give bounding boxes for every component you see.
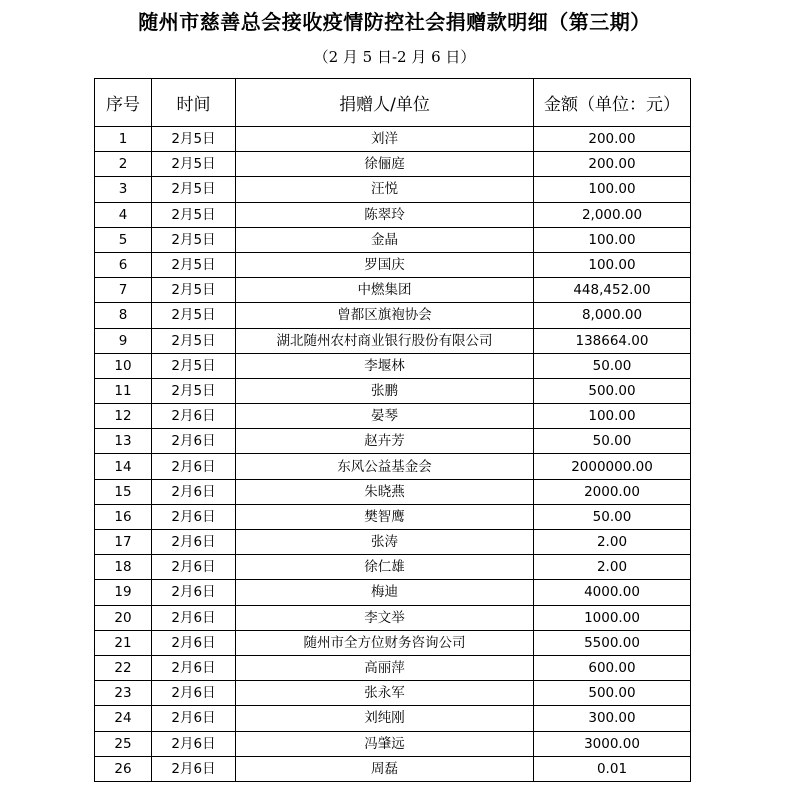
cell-date: 2月6日	[152, 555, 236, 580]
cell-amount: 2000.00	[534, 479, 691, 504]
cell-date: 2月6日	[152, 605, 236, 630]
cell-donor: 周磊	[236, 756, 534, 781]
table-row	[95, 681, 691, 706]
cell-donor: 湖北随州农村商业银行股份有限公司	[236, 328, 534, 353]
donation-table	[94, 78, 691, 782]
cell-date: 2月5日	[152, 353, 236, 378]
cell-date: 2月6日	[152, 731, 236, 756]
cell-no: 9	[95, 328, 152, 353]
cell-no: 17	[95, 530, 152, 555]
table-row	[95, 504, 691, 529]
cell-date: 2月5日	[152, 202, 236, 227]
cell-donor: 张鹏	[236, 378, 534, 403]
table-row	[95, 630, 691, 655]
cell-amount: 50.00	[534, 353, 691, 378]
table-row	[95, 731, 691, 756]
table-row	[95, 303, 691, 328]
cell-amount: 50.00	[534, 504, 691, 529]
table-row	[95, 202, 691, 227]
cell-amount: 200.00	[534, 152, 691, 177]
cell-no: 15	[95, 479, 152, 504]
cell-date: 2月5日	[152, 252, 236, 277]
table-row	[95, 706, 691, 731]
cell-amount: 2.00	[534, 530, 691, 555]
cell-no: 14	[95, 454, 152, 479]
cell-date: 2月6日	[152, 630, 236, 655]
cell-amount: 100.00	[534, 404, 691, 429]
table-row	[95, 127, 691, 152]
cell-no: 26	[95, 756, 152, 781]
cell-amount: 100.00	[534, 177, 691, 202]
cell-date: 2月5日	[152, 278, 236, 303]
table-row	[95, 479, 691, 504]
cell-donor: 梅迪	[236, 580, 534, 605]
cell-date: 2月6日	[152, 504, 236, 529]
cell-donor: 樊智鹰	[236, 504, 534, 529]
table-row	[95, 177, 691, 202]
cell-no: 11	[95, 378, 152, 403]
cell-no: 10	[95, 353, 152, 378]
cell-donor: 中燃集团	[236, 278, 534, 303]
cell-date: 2月5日	[152, 152, 236, 177]
cell-amount: 100.00	[534, 227, 691, 252]
cell-no: 21	[95, 630, 152, 655]
header-amount: 金额（单位：元）	[534, 79, 691, 127]
cell-date: 2月5日	[152, 227, 236, 252]
table-row	[95, 404, 691, 429]
cell-amount: 300.00	[534, 706, 691, 731]
cell-donor: 张涛	[236, 530, 534, 555]
cell-donor: 汪悦	[236, 177, 534, 202]
cell-date: 2月6日	[152, 429, 236, 454]
cell-amount: 5500.00	[534, 630, 691, 655]
table-row	[95, 530, 691, 555]
cell-donor: 金晶	[236, 227, 534, 252]
cell-amount: 100.00	[534, 252, 691, 277]
cell-donor: 陈翠玲	[236, 202, 534, 227]
cell-date: 2月6日	[152, 681, 236, 706]
cell-donor: 冯肇远	[236, 731, 534, 756]
cell-amount: 500.00	[534, 681, 691, 706]
table-row	[95, 454, 691, 479]
cell-donor: 刘纯刚	[236, 706, 534, 731]
cell-donor: 东风公益基金会	[236, 454, 534, 479]
cell-no: 16	[95, 504, 152, 529]
cell-donor: 张永军	[236, 681, 534, 706]
header-no: 序号	[95, 79, 152, 127]
cell-donor: 李文举	[236, 605, 534, 630]
cell-no: 23	[95, 681, 152, 706]
cell-no: 24	[95, 706, 152, 731]
header-date: 时间	[152, 79, 236, 127]
cell-no: 12	[95, 404, 152, 429]
cell-donor: 赵卉芳	[236, 429, 534, 454]
cell-no: 22	[95, 655, 152, 680]
cell-donor: 高丽萍	[236, 655, 534, 680]
cell-donor: 徐仁雄	[236, 555, 534, 580]
cell-date: 2月5日	[152, 177, 236, 202]
table-header-row	[95, 79, 691, 127]
cell-no: 4	[95, 202, 152, 227]
cell-date: 2月6日	[152, 706, 236, 731]
cell-no: 6	[95, 252, 152, 277]
cell-donor: 朱晓燕	[236, 479, 534, 504]
cell-date: 2月6日	[152, 479, 236, 504]
cell-donor: 罗国庆	[236, 252, 534, 277]
cell-date: 2月6日	[152, 655, 236, 680]
cell-amount: 8,000.00	[534, 303, 691, 328]
header-donor: 捐赠人/单位	[236, 79, 534, 127]
cell-date: 2月5日	[152, 303, 236, 328]
table-row	[95, 353, 691, 378]
table-row	[95, 278, 691, 303]
cell-no: 18	[95, 555, 152, 580]
table-row	[95, 252, 691, 277]
table-row	[95, 655, 691, 680]
cell-amount: 3000.00	[534, 731, 691, 756]
cell-amount: 138664.00	[534, 328, 691, 353]
cell-amount: 4000.00	[534, 580, 691, 605]
cell-amount: 1000.00	[534, 605, 691, 630]
cell-amount: 200.00	[534, 127, 691, 152]
cell-date: 2月6日	[152, 756, 236, 781]
cell-donor: 李堰林	[236, 353, 534, 378]
cell-no: 20	[95, 605, 152, 630]
cell-no: 25	[95, 731, 152, 756]
table-row	[95, 152, 691, 177]
table-row	[95, 605, 691, 630]
cell-no: 8	[95, 303, 152, 328]
table-row	[95, 429, 691, 454]
cell-date: 2月6日	[152, 404, 236, 429]
cell-donor: 刘洋	[236, 127, 534, 152]
cell-date: 2月6日	[152, 454, 236, 479]
cell-amount: 448,452.00	[534, 278, 691, 303]
table-row	[95, 580, 691, 605]
cell-amount: 500.00	[534, 378, 691, 403]
cell-donor: 曾都区旗袍协会	[236, 303, 534, 328]
cell-no: 13	[95, 429, 152, 454]
cell-date: 2月5日	[152, 328, 236, 353]
cell-donor: 随州市全方位财务咨询公司	[236, 630, 534, 655]
cell-amount: 50.00	[534, 429, 691, 454]
table-row	[95, 555, 691, 580]
table-row	[95, 756, 691, 781]
cell-amount: 0.01	[534, 756, 691, 781]
cell-date: 2月6日	[152, 530, 236, 555]
document-subtitle: （2 月 5 日-2 月 6 日）	[313, 48, 476, 66]
cell-amount: 600.00	[534, 655, 691, 680]
document-title: 随州市慈善总会接收疫情防控社会捐赠款明细（第三期）	[138, 10, 651, 34]
cell-amount: 2,000.00	[534, 202, 691, 227]
table-row	[95, 328, 691, 353]
cell-no: 3	[95, 177, 152, 202]
cell-date: 2月5日	[152, 127, 236, 152]
cell-date: 2月5日	[152, 378, 236, 403]
table-row	[95, 227, 691, 252]
cell-no: 2	[95, 152, 152, 177]
cell-amount: 2.00	[534, 555, 691, 580]
cell-amount: 2000000.00	[534, 454, 691, 479]
cell-donor: 徐俪庭	[236, 152, 534, 177]
cell-no: 7	[95, 278, 152, 303]
table-row	[95, 378, 691, 403]
cell-no: 5	[95, 227, 152, 252]
cell-date: 2月6日	[152, 580, 236, 605]
cell-no: 19	[95, 580, 152, 605]
cell-donor: 晏琴	[236, 404, 534, 429]
cell-no: 1	[95, 127, 152, 152]
